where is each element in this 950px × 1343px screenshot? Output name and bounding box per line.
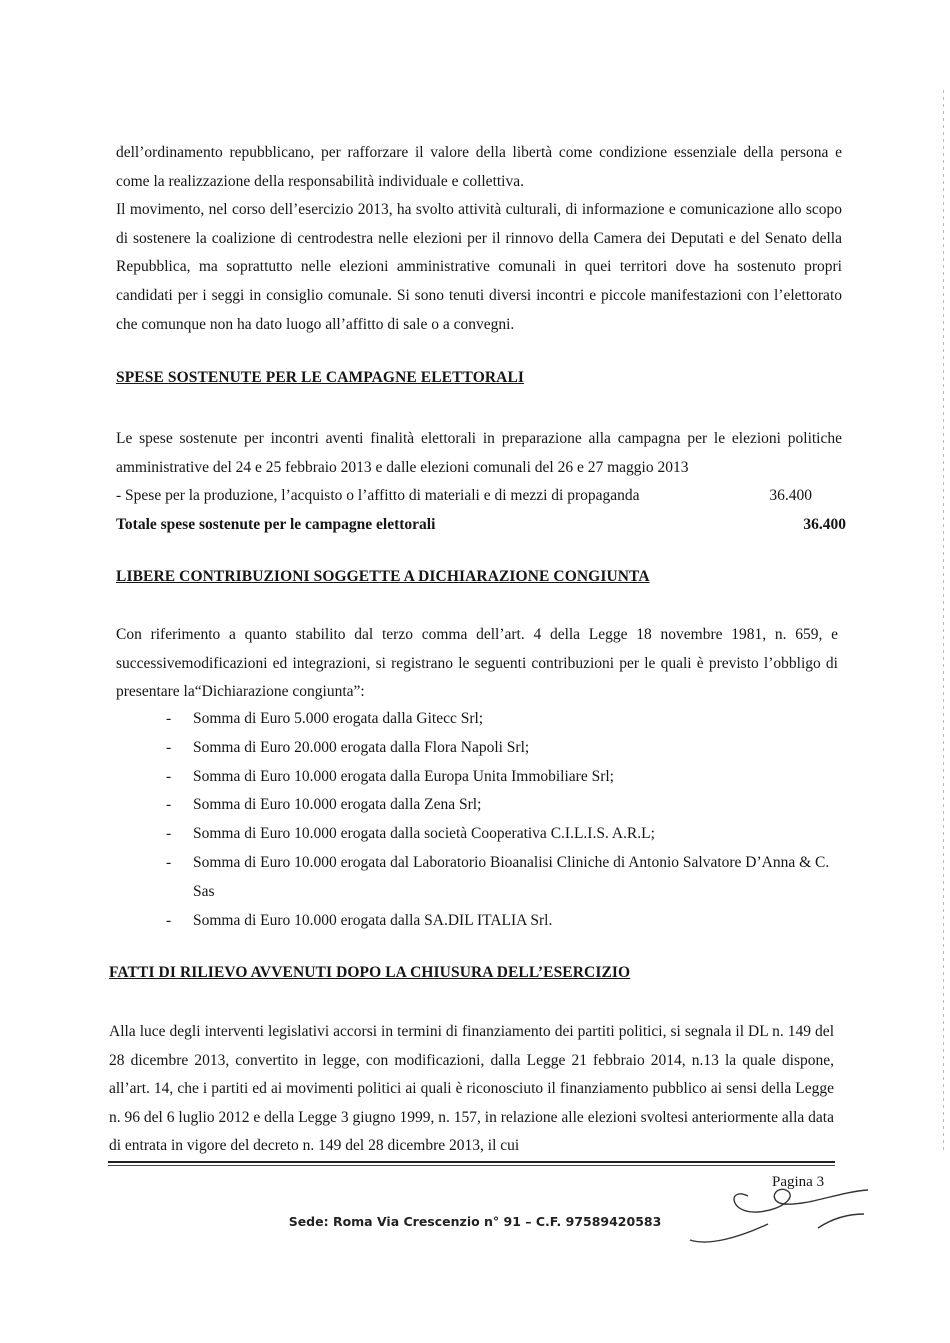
expense-row [116, 482, 846, 510]
expense-value: 36.400 [769, 487, 812, 504]
section-heading-contribuzioni: LIBERE CONTRIBUZIONI SOGGETTE A DICHIARAZIONE CONGIUNTA [116, 568, 650, 585]
footer-address: Sede: Roma Via Crescenzio n° 91 – C.F. 97589420583 [288, 1214, 662, 1229]
list-item: - Somma di Euro 10.000 erogata dalla società Cooperativa C.I.L.I.S. A.R.L; [166, 820, 838, 849]
intro-paragraph: dell’ordinamento repubblicano, per rafforzare il valore della libertà come condizione essenziale della persona e come la realizzazione della responsabilità individuale e collettiva. [116, 144, 842, 190]
expense-total-label: Totale spese sostenute per le campagne elettorali [116, 516, 436, 533]
contribuzioni-paragraph: Con riferimento a quanto stabilito dal terzo comma dell’art. 4 della Legge 18 novembre 1981, n. 659, e successivemodificazioni ed integrazioni, si registrano le seguenti contribuzioni per le quali è previsto l’obbligo di presentare la“Dichiarazione congiunta”: [116, 626, 838, 701]
list-item: - Somma di Euro 10.000 erogata dalla Europa Unita Immobiliare Srl; [166, 763, 838, 792]
section-heading-fatti: FATTI DI RILIEVO AVVENUTI DOPO LA CHIUSURA DELL’ESERCIZIO [109, 964, 631, 981]
scan-edge-line [943, 90, 944, 1150]
intro-paragraphs [116, 139, 842, 339]
spese-paragraph: Le spese sostenute per incontri aventi finalità elettorali in preparazione alla campagna per le elezioni politiche amministrative del 24 e 25 febbraio 2013 e dalle elezioni comunali del 26 e 27 maggio 2013 [116, 430, 842, 476]
expense-total-row [116, 511, 846, 539]
list-item: - Somma di Euro 20.000 erogata dalla Flora Napoli Srl; [166, 734, 838, 763]
footer-rule [108, 1161, 835, 1163]
fatti-paragraph: Alla luce degli interventi legislativi accorsi in termini di finanziamento dei partiti politici, si segnala il DL n. 149 del 28 dicembre 2013, convertito in legge, con modificazioni, dalla Legge 21 febbraio 2014, n.13 la quale dispone, all’art. 14, che i partiti ed ai movimenti politici ai quali è riconosciuto il finanziamento pubblico ai sensi della Legge n. 96 del 6 luglio 2012 e della Legge 3 giugno 1999, n. 157, in relazione alle elezioni svoltesi anteriormente alla data di entrata in vigore del decreto n. 149 del 28 dicembre 2013, il cui [109, 1023, 834, 1155]
expense-total-value: 36.400 [803, 516, 846, 533]
page-number: Pagina 3 [772, 1174, 825, 1190]
expense-label: - Spese per la produzione, l’acquisto o l’affitto di materiali e di mezzi di propaganda [116, 487, 640, 504]
list-dash: - [166, 853, 172, 871]
list-dash: - [166, 796, 172, 814]
list-item: - Somma di Euro 10.000 erogata dalla Zena Srl; [166, 791, 838, 820]
list-item: - Somma di Euro 10.000 erogata dalla SA.DIL ITALIA Srl. [166, 907, 838, 936]
list-dash: - [166, 911, 172, 929]
contribution-list [166, 705, 838, 935]
list-item: - Somma di Euro 5.000 erogata dalla Gitecc Srl; [166, 705, 838, 734]
activity-paragraph: Il movimento, nel corso dell’esercizio 2013, ha svolto attività culturali, di informazione e comunicazione allo scopo di sostenere la coalizione di centrodestra nelle elezioni per il rinnovo della Camera dei Deputati e del Senato della Repubblica, ma soprattutto nelle elezioni amministrative comunali in quei territori dove ha sostenuto propri candidati per i seggi in consiglio comunale. Si sono tenuti diversi incontri e piccole manifestazioni con l’elettorato che comunque non ha dato luogo all’affitto di sale o a convegni. [116, 201, 842, 333]
list-dash: - [166, 767, 172, 785]
section-heading-spese: SPESE SOSTENUTE PER LE CAMPAGNE ELETTORALI [116, 369, 525, 386]
list-dash: - [166, 738, 172, 756]
list-item: - Somma di Euro 10.000 erogata dal Laboratorio Bioanalisi Cliniche di Antonio Salvatore D’Anna & C. Sas [166, 849, 838, 907]
list-dash: - [166, 825, 172, 843]
list-dash: - [166, 710, 172, 727]
signature-icon [688, 1166, 878, 1246]
